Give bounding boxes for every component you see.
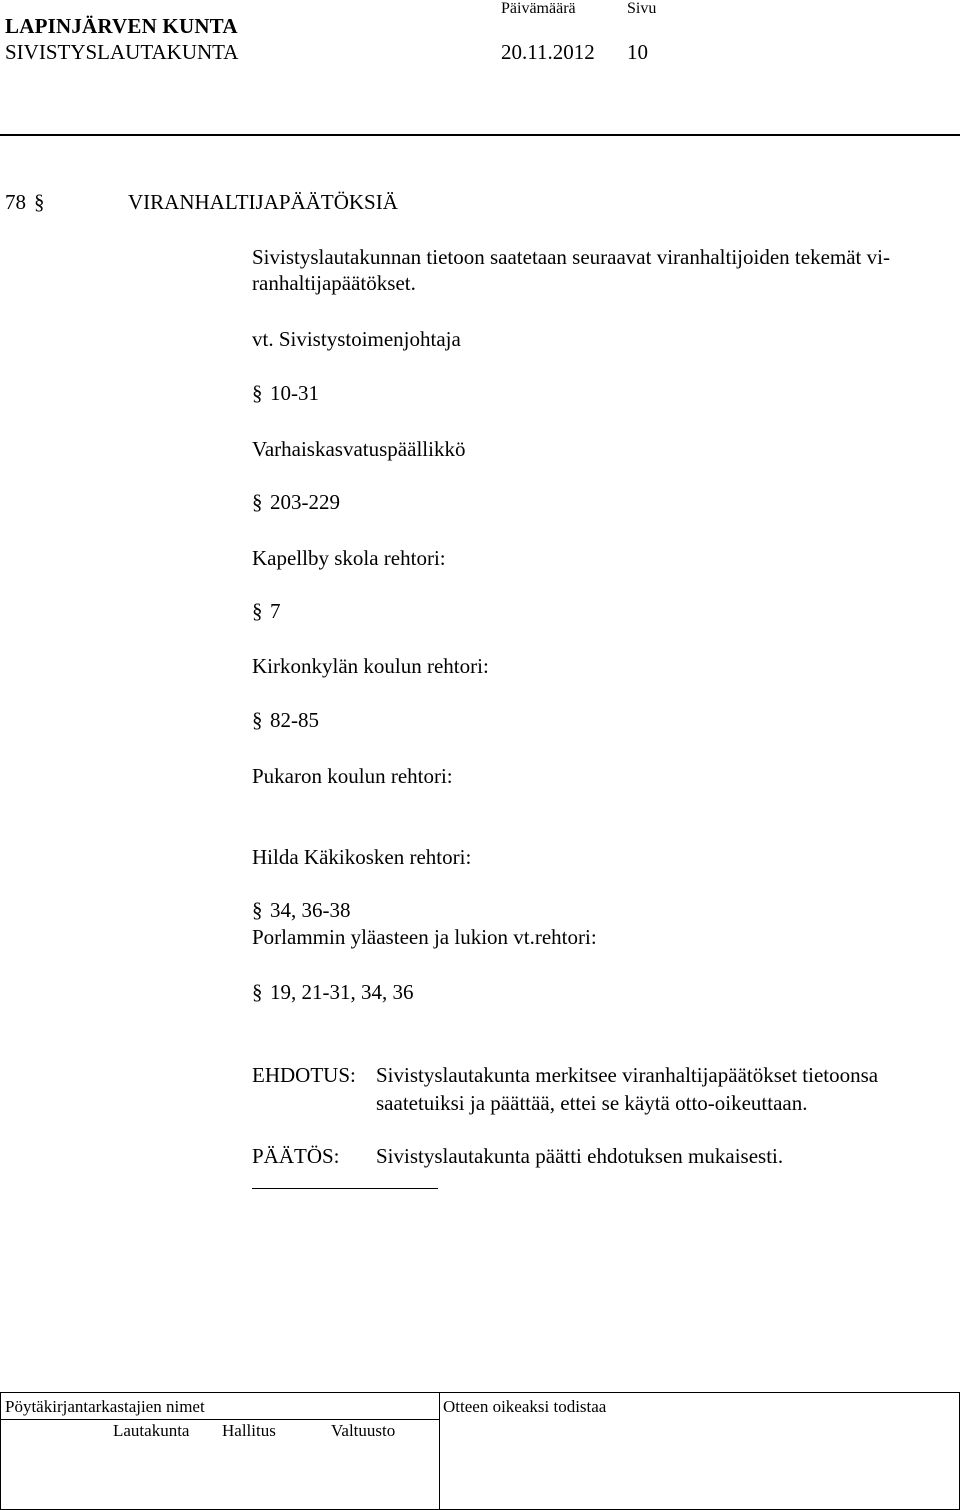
proposal-text-line-2: saatetuiksi ja päättää, ettei se käytä otto-oikeuttaan. (376, 1091, 808, 1115)
page-label: Sivu (627, 0, 657, 17)
section-sign: § (252, 898, 263, 922)
footer-col-valtuusto: Valtuusto (331, 1421, 396, 1440)
section-range: 82-85 (270, 708, 319, 732)
intro-line-2: ranhaltijapäätökset. (252, 271, 416, 295)
proposal-text-line-1: Sivistyslautakunta merkitsee viranhaltijapäätökset tietoonsa (376, 1063, 879, 1087)
section-range: 34, 36-38 (270, 898, 351, 922)
section-sign: § (252, 381, 263, 405)
official-name: Porlammin yläasteen ja lukion vt.rehtori: (252, 925, 597, 949)
footer-divider-horizontal (1, 1419, 439, 1420)
item-number: 78 (5, 190, 26, 214)
footer-col-lautakunta: Lautakunta (113, 1421, 190, 1440)
section-sign: § (34, 190, 45, 214)
section-sign: § (252, 599, 263, 623)
certify-label: Otteen oikeaksi todistaa (443, 1397, 607, 1416)
checkers-label: Pöytäkirjantarkastajien nimet (5, 1397, 205, 1416)
board-name: SIVISTYSLAUTAKUNTA (5, 40, 239, 64)
item-title: VIRANHALTIJAPÄÄTÖKSIÄ (128, 190, 398, 214)
official-name: Kirkonkylän koulun rehtori: (252, 654, 489, 678)
signature-footer (0, 1392, 960, 1510)
intro-line-1: Sivistyslautakunnan tietoon saatetaan seuraavat viranhaltijoiden tekemät vi- (252, 245, 890, 269)
official-name: Kapellby skola rehtori: (252, 546, 446, 570)
section-range: 7 (270, 599, 281, 623)
decision-text: Sivistyslautakunta päätti ehdotuksen mukaisesti. (376, 1144, 784, 1168)
section-sign: § (252, 708, 263, 732)
page-number: 10 (627, 40, 648, 64)
official-name: Pukaron koulun rehtori: (252, 764, 453, 788)
official-name: Varhaiskasvatuspäällikkö (252, 437, 466, 461)
section-sign: § (252, 980, 263, 1004)
section-sign: § (252, 490, 263, 514)
footer-col-hallitus: Hallitus (222, 1421, 276, 1440)
section-range: 19, 21-31, 34, 36 (270, 980, 414, 1004)
meeting-date: 20.11.2012 (501, 40, 595, 64)
proposal-label: EHDOTUS: (252, 1063, 356, 1087)
decision-label: PÄÄTÖS: (252, 1144, 340, 1168)
official-name: Hilda Käkikosken rehtori: (252, 845, 472, 869)
end-rule (252, 1188, 438, 1189)
official-name: vt. Sivistystoimenjohtaja (252, 327, 461, 351)
section-range: 10-31 (270, 381, 319, 405)
organization-name: LAPINJÄRVEN KUNTA (5, 14, 238, 38)
footer-divider-vertical (439, 1393, 440, 1509)
header-divider (0, 134, 960, 136)
section-range: 203-229 (270, 490, 340, 514)
date-label: Päivämäärä (501, 0, 576, 17)
